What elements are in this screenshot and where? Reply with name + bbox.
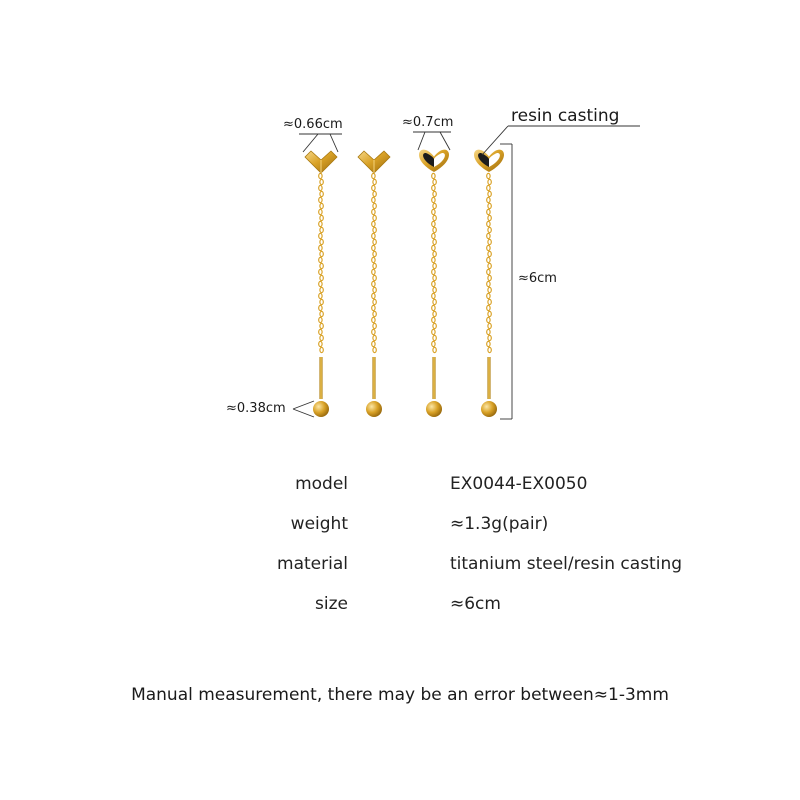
chain-link [319,257,322,262]
chain-link [373,263,376,268]
chain-link [488,203,491,208]
ball-end [313,401,329,417]
spec-label-size: size [315,594,348,614]
chain-link [432,293,435,298]
chain-link [373,323,376,328]
chain-link [488,227,491,232]
chain-link [432,197,435,202]
chain-link [487,341,490,346]
chain-link [487,257,490,262]
chain-link [319,269,322,274]
chain-link [433,347,436,352]
chain-link [373,203,376,208]
chain-link [433,227,436,232]
chain-link [319,209,322,214]
chain-link [372,245,375,250]
chain-link [487,221,490,226]
chain-link [488,299,491,304]
chain-link [487,293,490,298]
chain-link [488,251,491,256]
chain-link [488,347,491,352]
chain-link [373,311,376,316]
resin-casting-callout: resin casting [511,106,620,126]
chain-link [433,299,436,304]
chain-link [373,239,376,244]
chain-link [372,221,375,226]
dim-leader-ball [293,409,314,417]
dim-leader-heart-resin [440,132,450,150]
chain-link [320,179,323,184]
chain-link [487,197,490,202]
chain-link [372,317,375,322]
chain-link [320,347,323,352]
chain-link [320,203,323,208]
chain-link [320,335,323,340]
chain-link [433,275,436,280]
dim-leader-ball [293,401,314,409]
chain-link [373,287,376,292]
spec-value-material: titanium steel/resin casting [450,554,683,574]
chain-link [372,257,375,262]
chain-link [372,209,375,214]
chain-link [433,239,436,244]
spec-value-weight: ≈1.3g(pair) [450,514,549,534]
chain-link [319,341,322,346]
chain-link [487,233,490,238]
drop-bar [487,357,490,399]
chain-link [373,347,376,352]
chain-link [319,233,322,238]
measurement-note: Manual measurement, there may be an error between≈1-3mm [131,685,669,705]
chain-link [487,209,490,214]
chain-link [319,305,322,310]
chain-link [372,269,375,274]
chain-link [432,185,435,190]
chain-link [373,275,376,280]
earring-3 [419,150,449,417]
chain-link [373,191,376,196]
chain-link [487,305,490,310]
dim-leader-heart-plain [330,134,338,152]
chain-link [433,203,436,208]
chain-link [319,245,322,250]
chain-link [488,239,491,244]
chain-link [488,191,491,196]
chain-link [373,251,376,256]
chain-link [432,269,435,274]
chain-link [488,215,491,220]
chain-link [373,215,376,220]
chain-link [320,263,323,268]
chain-link [488,335,491,340]
chain-link [319,317,322,322]
chain-link [319,293,322,298]
ball-diameter-label: ≈0.38cm [226,401,286,416]
chain-link [432,341,435,346]
heart-width-resin-label: ≈0.7cm [402,115,454,130]
callout-leader-resin [482,126,508,155]
heart-width-plain-label: ≈0.66cm [283,117,343,132]
chain-link [373,227,376,232]
chain-link [488,275,491,280]
chain-link [373,335,376,340]
dim-leader-heart-plain [303,134,318,152]
chain-link [320,251,323,256]
chain-link [432,209,435,214]
chain-link [432,317,435,322]
chain-link [373,299,376,304]
chain-link [433,335,436,340]
spec-value-size: ≈6cm [450,594,501,614]
chain-link [433,323,436,328]
chain-link [320,227,323,232]
ball-end [481,401,497,417]
chain-link [488,179,491,184]
length-label: ≈6cm [518,271,557,286]
chain-link [372,173,375,178]
chain-link [320,311,323,316]
chain-link [432,173,435,178]
chain-link [487,281,490,286]
spec-label-model: model [295,474,348,494]
dimension-lines [293,126,640,419]
chain-link [372,293,375,298]
chain-link [320,275,323,280]
chain-link [432,233,435,238]
chain-link [432,257,435,262]
chain-link [433,251,436,256]
chain-link [319,197,322,202]
earring-4 [474,150,504,417]
spec-value-model: EX0044-EX0050 [450,474,588,494]
chain-link [372,329,375,334]
earring-1 [305,151,337,417]
chain-link [488,323,491,328]
chain-link [488,263,491,268]
chain-link [433,311,436,316]
chain-link [320,215,323,220]
drop-bar [319,357,322,399]
chain-link [432,329,435,334]
chain-link [319,173,322,178]
chain-link [432,281,435,286]
chain-link [320,299,323,304]
chain-link [372,281,375,286]
chain-link [319,281,322,286]
chain-link [372,185,375,190]
chain-link [487,329,490,334]
chain-link [320,287,323,292]
chain-link [372,197,375,202]
chain-link [488,311,491,316]
chain-link [487,185,490,190]
chain-link [433,179,436,184]
chain-link [433,263,436,268]
chain-link [433,191,436,196]
spec-label-weight: weight [290,514,348,534]
chain-link [320,323,323,328]
dim-leader-heart-resin [418,132,425,150]
chain-link [432,305,435,310]
chain-link [320,239,323,244]
chain-link [487,173,490,178]
chain-link [319,185,322,190]
spec-label-material: material [277,554,348,574]
chain-link [319,329,322,334]
drop-bar [372,357,375,399]
chain-link [372,341,375,346]
drop-bar [432,357,435,399]
chain-link [487,317,490,322]
chain-link [487,269,490,274]
chain-link [432,245,435,250]
chain-link [488,287,491,292]
chain-link [433,287,436,292]
chain-link [432,221,435,226]
chain-link [319,221,322,226]
chain-link [320,191,323,196]
chain-link [372,233,375,238]
earring-2 [358,151,390,417]
ball-end [366,401,382,417]
ball-end [426,401,442,417]
chain-link [487,245,490,250]
chain-link [433,215,436,220]
chain-link [373,179,376,184]
chain-link [372,305,375,310]
